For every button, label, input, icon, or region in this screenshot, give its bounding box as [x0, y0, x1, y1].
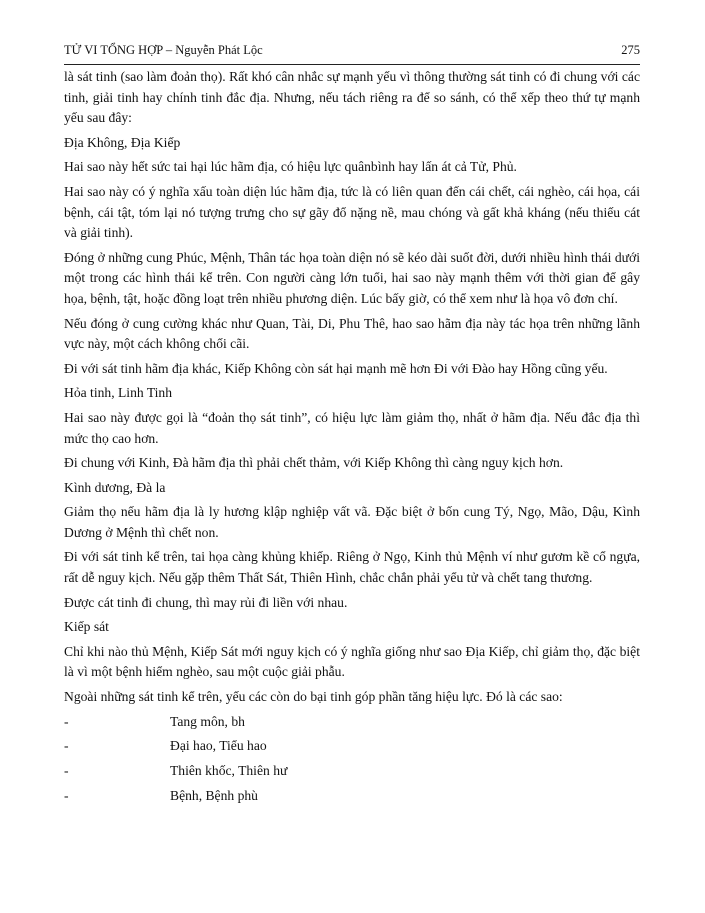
- paragraph: Đóng ở những cung Phúc, Mệnh, Thân tác họa toàn diện nó sẽ kéo dài suốt đời, dưới nhiều hình thái dưới một trong các hình thái kể trên. Con người càng lớn tuổi, hai sao này mạnh thêm với thời gian để gây họa, bệnh, tật, hoặc đồng loạt trên nhiều phương diện. Lúc bấy giờ, có thể xem như là họa vô đơn chí.: [64, 249, 640, 306]
- paragraph: Chỉ khi nào thủ Mệnh, Kiếp Sát mới nguy kịch có ý nghĩa giống như sao Địa Kiếp, chỉ giảm thọ, đặc biệt là vì một bệnh hiểm nghèo, sau một cuộc giải phẫu.: [64, 643, 640, 680]
- document-page: [64, 40, 640, 810]
- section-heading: Địa Không, Địa Kiếp: [64, 134, 181, 150]
- paragraph: Hai sao này có ý nghĩa xấu toàn diện lúc hãm địa, tức là có liên quan đến cái chết, cái nghèo, cái họa, cái bệnh, cái tật, tóm lại nó tượng trưng cho sự gãy đổ nặng nề, mau chóng và gất khả kháng (nếu thiếu cát và giải tinh).: [64, 183, 640, 241]
- paragraph: Hai sao này hết sức tai hại lúc hãm địa, có hiệu lực quânbình hay lấn át cả Tử, Phủ.: [64, 159, 517, 175]
- list-item-text: Bệnh, Bệnh phù: [170, 787, 258, 803]
- paragraph: Hai sao này được gọi là “đoản thọ sát tinh”, có hiệu lực làm giảm thọ, nhất ở hãm địa. Nếu đắc địa thì mức thọ cao hơn.: [64, 409, 640, 446]
- section-heading: Kình dương, Đà la: [64, 479, 166, 495]
- paragraph: Giảm thọ nếu hãm địa là ly hương klập nghiệp vất vã. Đặc biệt ở bốn cung Tý, Ngọ, Mão, Dậu, Kình Dương ở Mệnh thì chết non.: [64, 504, 640, 540]
- paragraph: Đi với sát tinh kể trên, tai họa càng khủng khiếp. Riêng ở Ngọ, Kinh thủ Mệnh ví như gươm kề cổ ngựa, rất dễ nguy kịch. Nếu gặp thêm Thất Sát, Thiên Hình, chắc chắn phải yểu tử và chết tang thương.: [64, 549, 640, 586]
- paragraph: Đi chung với Kinh, Đà hãm địa thì phải chết thảm, với Kiếp Không thì càng nguy kịch hơn.: [64, 455, 564, 471]
- running-header: [64, 40, 640, 65]
- paragraph: Nếu đóng ở cung cường khác như Quan, Tài, Di, Phu Thê, hao sao hãm địa này tác họa trên những lãnh vực này, một cách không chối cãi.: [64, 315, 640, 352]
- list-item: [64, 712, 640, 737]
- section-heading: Hỏa tinh, Linh Tinh: [64, 385, 173, 401]
- list-dash: -: [64, 713, 69, 729]
- paragraph: là sát tinh (sao làm đoản thọ). Rất khó cân nhắc sự mạnh yếu vì thông thường sát tinh có đi chung với các tinh, giải tinh hay chính tinh đắc địa. Nhưng, nếu tách riêng ra để so sánh, có thể xếp theo thứ tự mạnh yếu sau đây:: [64, 69, 640, 126]
- list-item-text: Đại hao, Tiểu hao: [170, 738, 267, 754]
- list-dash: -: [64, 763, 69, 778]
- star-list: [64, 712, 640, 811]
- paragraph: Ngoài những sát tinh kể trên, yếu các còn do bại tinh góp phần tăng hiệu lực. Đó là các sao:: [64, 689, 563, 705]
- paragraph: Được cát tinh đi chung, thì may rủi đi liền với nhau.: [64, 594, 348, 610]
- book-title: TỬ VI TỔNG HỢP – Nguyễn Phát Lộc: [64, 43, 263, 57]
- page-number: 275: [621, 43, 640, 57]
- list-item: [64, 761, 640, 786]
- list-dash: -: [64, 787, 69, 803]
- list-dash: -: [64, 738, 69, 754]
- list-item: [64, 786, 640, 811]
- list-item-text: Tang môn, bh: [170, 713, 245, 729]
- body-text: [64, 67, 640, 810]
- list-item: [64, 736, 640, 761]
- paragraph: Đi với sát tinh hãm địa khác, Kiếp Không còn sát hại mạnh mẽ hơn Đi với Đào hay Hồng cũng yếu.: [64, 360, 608, 376]
- section-heading: Kiếp sát: [64, 619, 109, 635]
- list-item-text: Thiên khốc, Thiên hư: [170, 763, 288, 778]
